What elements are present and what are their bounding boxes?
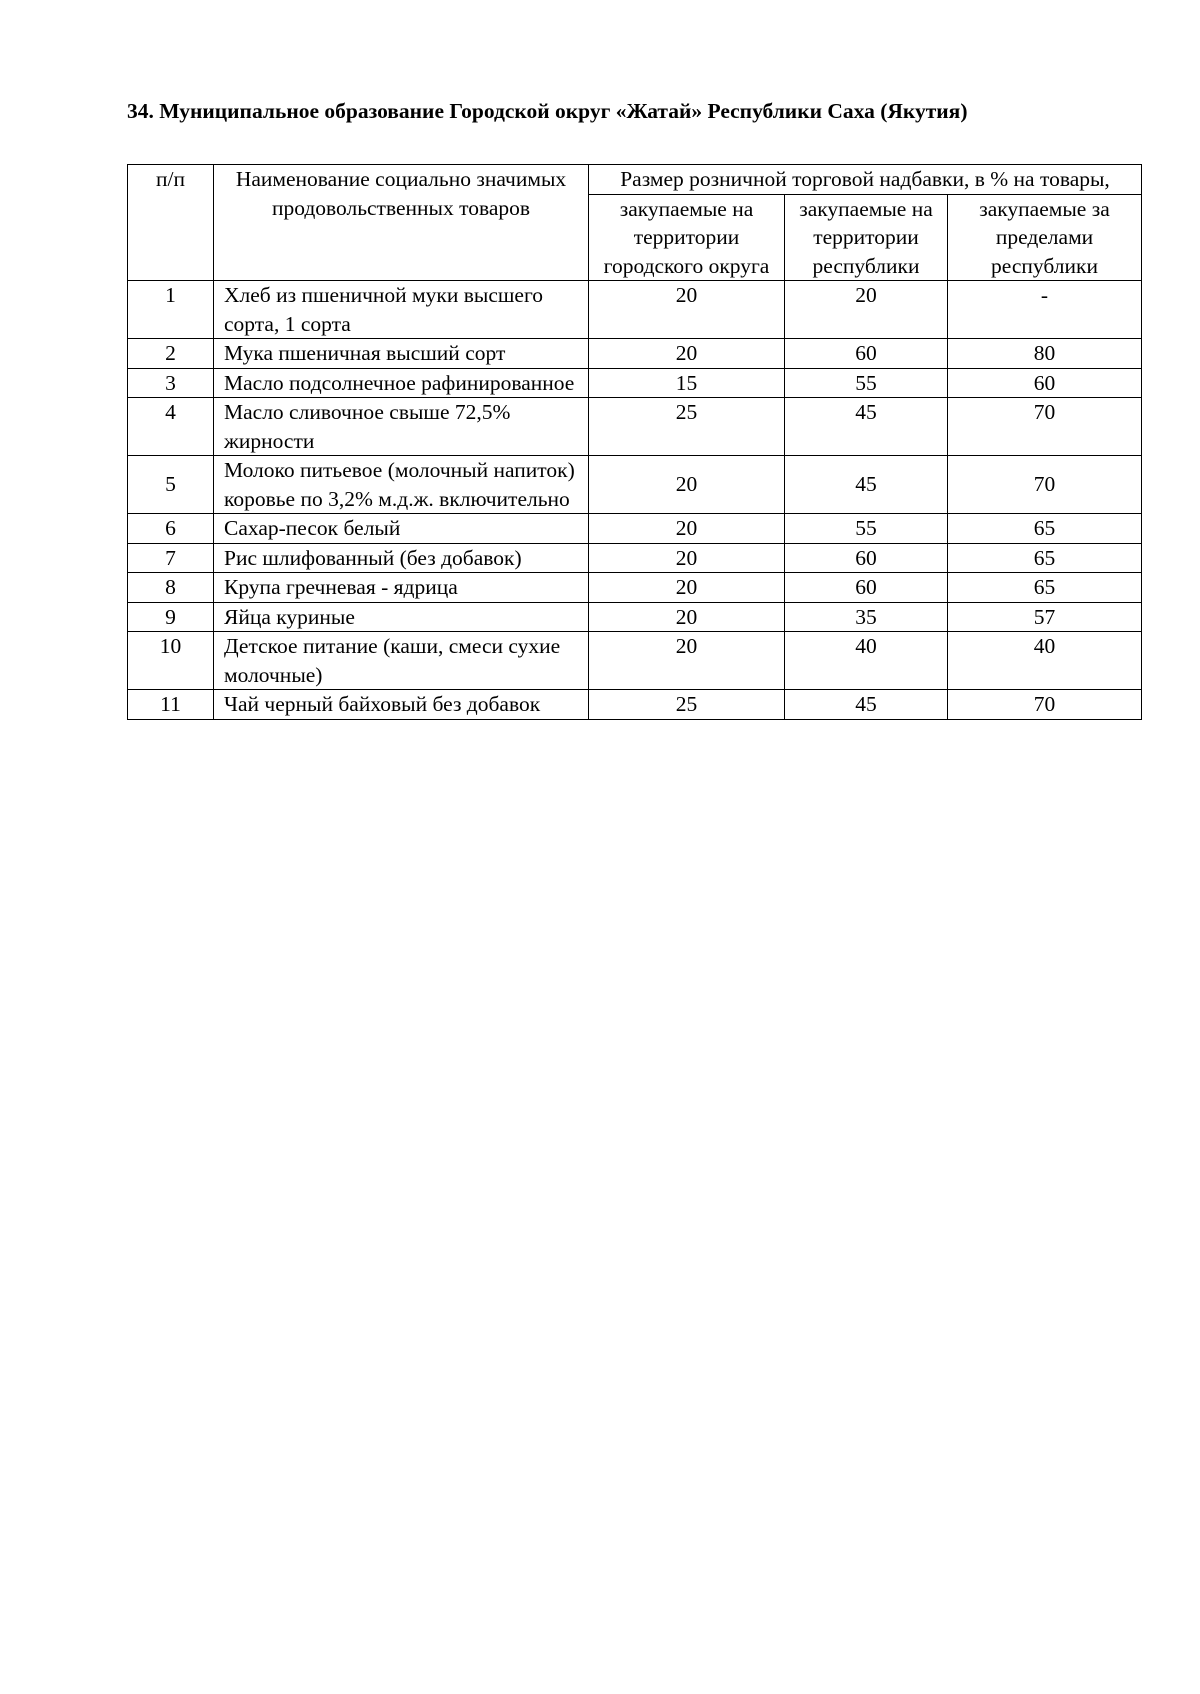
markup-city-cell: 20 (589, 632, 785, 690)
product-name-cell: Масло сливочное свыше 72,5% жирности (214, 398, 589, 456)
header-num: п/п (128, 165, 214, 281)
product-name-cell: Чай черный байховый без добавок (214, 690, 589, 720)
markup-republic-cell: 45 (785, 690, 948, 720)
markup-republic-cell: 45 (785, 398, 948, 456)
markup-city-cell: 20 (589, 543, 785, 573)
markup-republic-cell: 60 (785, 543, 948, 573)
markup-city-cell: 20 (589, 339, 785, 369)
markup-outside-cell: 60 (948, 368, 1142, 398)
table-row (128, 398, 1142, 456)
markup-outside-cell: 70 (948, 398, 1142, 456)
markup-outside-cell: 80 (948, 339, 1142, 369)
markup-republic-cell: 35 (785, 602, 948, 632)
table-row (128, 632, 1142, 690)
row-number-cell: 3 (128, 368, 214, 398)
page-title: 34. Муниципальное образование Городской округ «Жатай» Республики Саха (Якутия) (127, 99, 968, 123)
markup-outside-cell: 65 (948, 514, 1142, 544)
product-name-cell: Яйца куриные (214, 602, 589, 632)
product-name-cell: Мука пшеничная высший сорт (214, 339, 589, 369)
header-name: Наименование социально значимых продовольственных товаров (214, 165, 589, 281)
table-row (128, 368, 1142, 398)
header-sub-republic: закупаемые на территории республики (785, 194, 948, 281)
markup-city-cell: 20 (589, 281, 785, 339)
markup-outside-cell: 65 (948, 543, 1142, 573)
markup-city-cell: 20 (589, 602, 785, 632)
markup-city-cell: 15 (589, 368, 785, 398)
header-sub-outside: закупаемые за пределами республики (948, 194, 1142, 281)
markup-republic-cell: 40 (785, 632, 948, 690)
markup-outside-cell: 40 (948, 632, 1142, 690)
product-name-cell: Детское питание (каши, смеси сухие молочные) (214, 632, 589, 690)
product-name-cell: Сахар-песок белый (214, 514, 589, 544)
markup-city-cell: 20 (589, 514, 785, 544)
product-name-cell: Масло подсолнечное рафинированное (214, 368, 589, 398)
row-number-cell: 8 (128, 573, 214, 603)
product-name-cell: Рис шлифованный (без добавок) (214, 543, 589, 573)
markup-outside-cell: 70 (948, 690, 1142, 720)
markup-outside-cell: 57 (948, 602, 1142, 632)
table-row (128, 456, 1142, 514)
markup-city-cell: 25 (589, 690, 785, 720)
markup-republic-cell: 55 (785, 368, 948, 398)
markup-republic-cell: 60 (785, 339, 948, 369)
header-row-1 (128, 165, 1142, 195)
markup-republic-cell: 60 (785, 573, 948, 603)
table-row (128, 281, 1142, 339)
row-number-cell: 10 (128, 632, 214, 690)
row-number-cell: 5 (128, 456, 214, 514)
table-row (128, 514, 1142, 544)
row-number-cell: 6 (128, 514, 214, 544)
table-body (128, 281, 1142, 720)
markup-city-cell: 20 (589, 456, 785, 514)
product-name-cell: Молоко питьевое (молочный напиток) коровье по 3,2% м.д.ж. включительно (214, 456, 589, 514)
markup-city-cell: 25 (589, 398, 785, 456)
row-number-cell: 4 (128, 398, 214, 456)
table-row (128, 602, 1142, 632)
markup-outside-cell: 65 (948, 573, 1142, 603)
product-name-cell: Крупа гречневая - ядрица (214, 573, 589, 603)
markup-republic-cell: 20 (785, 281, 948, 339)
header-markup-group: Размер розничной торговой надбавки, в % на товары, (589, 165, 1142, 195)
markup-republic-cell: 45 (785, 456, 948, 514)
markup-outside-cell: - (948, 281, 1142, 339)
row-number-cell: 1 (128, 281, 214, 339)
header-sub-city: закупаемые на территории городского округа (589, 194, 785, 281)
table-row (128, 339, 1142, 369)
row-number-cell: 2 (128, 339, 214, 369)
product-name-cell: Хлеб из пшеничной муки высшего сорта, 1 сорта (214, 281, 589, 339)
row-number-cell: 7 (128, 543, 214, 573)
table-row (128, 690, 1142, 720)
markup-city-cell: 20 (589, 573, 785, 603)
row-number-cell: 11 (128, 690, 214, 720)
markup-republic-cell: 55 (785, 514, 948, 544)
table-row (128, 573, 1142, 603)
markup-outside-cell: 70 (948, 456, 1142, 514)
row-number-cell: 9 (128, 602, 214, 632)
table-row (128, 543, 1142, 573)
markup-table (127, 164, 1142, 720)
